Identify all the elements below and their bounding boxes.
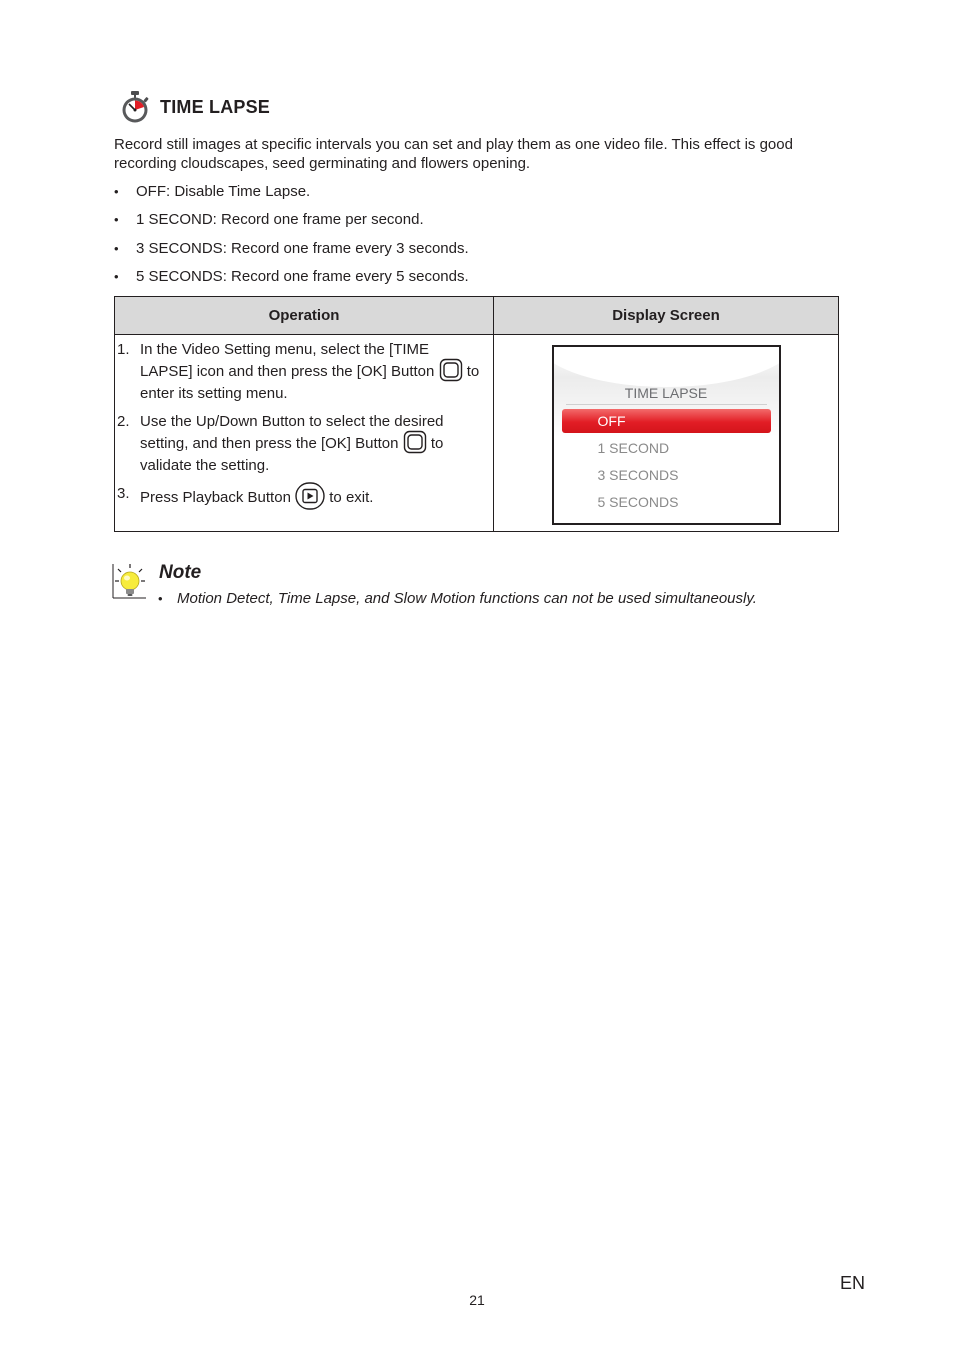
step-text [140, 484, 373, 512]
language-label: EN [840, 1273, 866, 1293]
playback-button-icon [295, 482, 325, 510]
step-item [117, 340, 485, 404]
step-text-after: to validate the setting. [140, 434, 444, 474]
operation-cell [115, 335, 494, 532]
step-text-before: Use the Up/Down Button to select the desired setting, and then press the [OK] Button [140, 413, 444, 452]
list-item [114, 182, 469, 210]
note-text [158, 590, 757, 607]
menu-item-3-seconds[interactable]: 3 SECONDS [597, 467, 679, 483]
step-number: 3. [117, 485, 130, 502]
intro-paragraph: Record still images at specific intervals you can set and play them as one video file. This effect is good recording cloudscapes, seed germinating and flowers opening. [114, 136, 793, 172]
screen-title: TIME LAPSE [624, 385, 708, 401]
menu-item-5-seconds[interactable]: 5 SECONDS [597, 494, 679, 510]
page-number: 21 [469, 1292, 485, 1308]
option-text: 3 SECONDS: Record one frame every 3 seconds. [136, 239, 469, 257]
header-display-screen: Display Screen [494, 297, 839, 335]
operation-table [114, 296, 839, 532]
step-text-after: to enter its setting menu. [140, 362, 480, 402]
option-text: 1 SECOND: Record one frame per second. [136, 211, 424, 229]
screen-divider [566, 404, 767, 405]
step-text [140, 412, 485, 476]
header-operation: Operation [115, 297, 494, 335]
bullet: • [114, 268, 119, 284]
bullet: • [158, 591, 163, 606]
list-item [114, 267, 469, 295]
section-title: TIME LAPSE [160, 96, 271, 117]
ok-button-icon [439, 358, 463, 382]
option-text: 5 SECONDS: Record one frame every 5 seconds. [136, 267, 469, 285]
stopwatch-icon [118, 90, 152, 124]
step-item [117, 412, 485, 476]
steps-list [115, 335, 493, 512]
bullet: • [114, 212, 119, 228]
bullet: • [114, 240, 119, 256]
ok-button-icon [403, 430, 427, 454]
section-heading [118, 90, 270, 124]
step-number: 1. [117, 341, 130, 358]
note-body: Motion Detect, Time Lapse, and Slow Motion functions can not be used simultaneously. [177, 590, 757, 607]
menu-item-1-second[interactable]: 1 SECOND [597, 440, 670, 456]
note-title: Note [159, 562, 202, 583]
bullet: • [114, 184, 119, 199]
display-screen [552, 345, 781, 525]
menu-item-off[interactable]: OFF [562, 409, 771, 433]
step-text-before: Press Playback Button [140, 488, 291, 506]
step-text-before: In the Video Setting menu, select the [TIME LAPSE] icon and then press the [OK] Button [140, 341, 435, 380]
table-header-row [115, 297, 839, 335]
option-text: OFF: Disable Time Lapse. [136, 183, 311, 200]
options-list [114, 182, 469, 295]
list-item [114, 239, 469, 267]
display-screen-cell [494, 335, 839, 532]
lightbulb-icon [112, 562, 148, 600]
table-row [115, 335, 839, 532]
step-text [140, 340, 485, 404]
step-text-after: to exit. [329, 488, 374, 506]
step-number: 2. [117, 413, 130, 430]
step-item [117, 484, 485, 512]
list-item [114, 210, 469, 238]
